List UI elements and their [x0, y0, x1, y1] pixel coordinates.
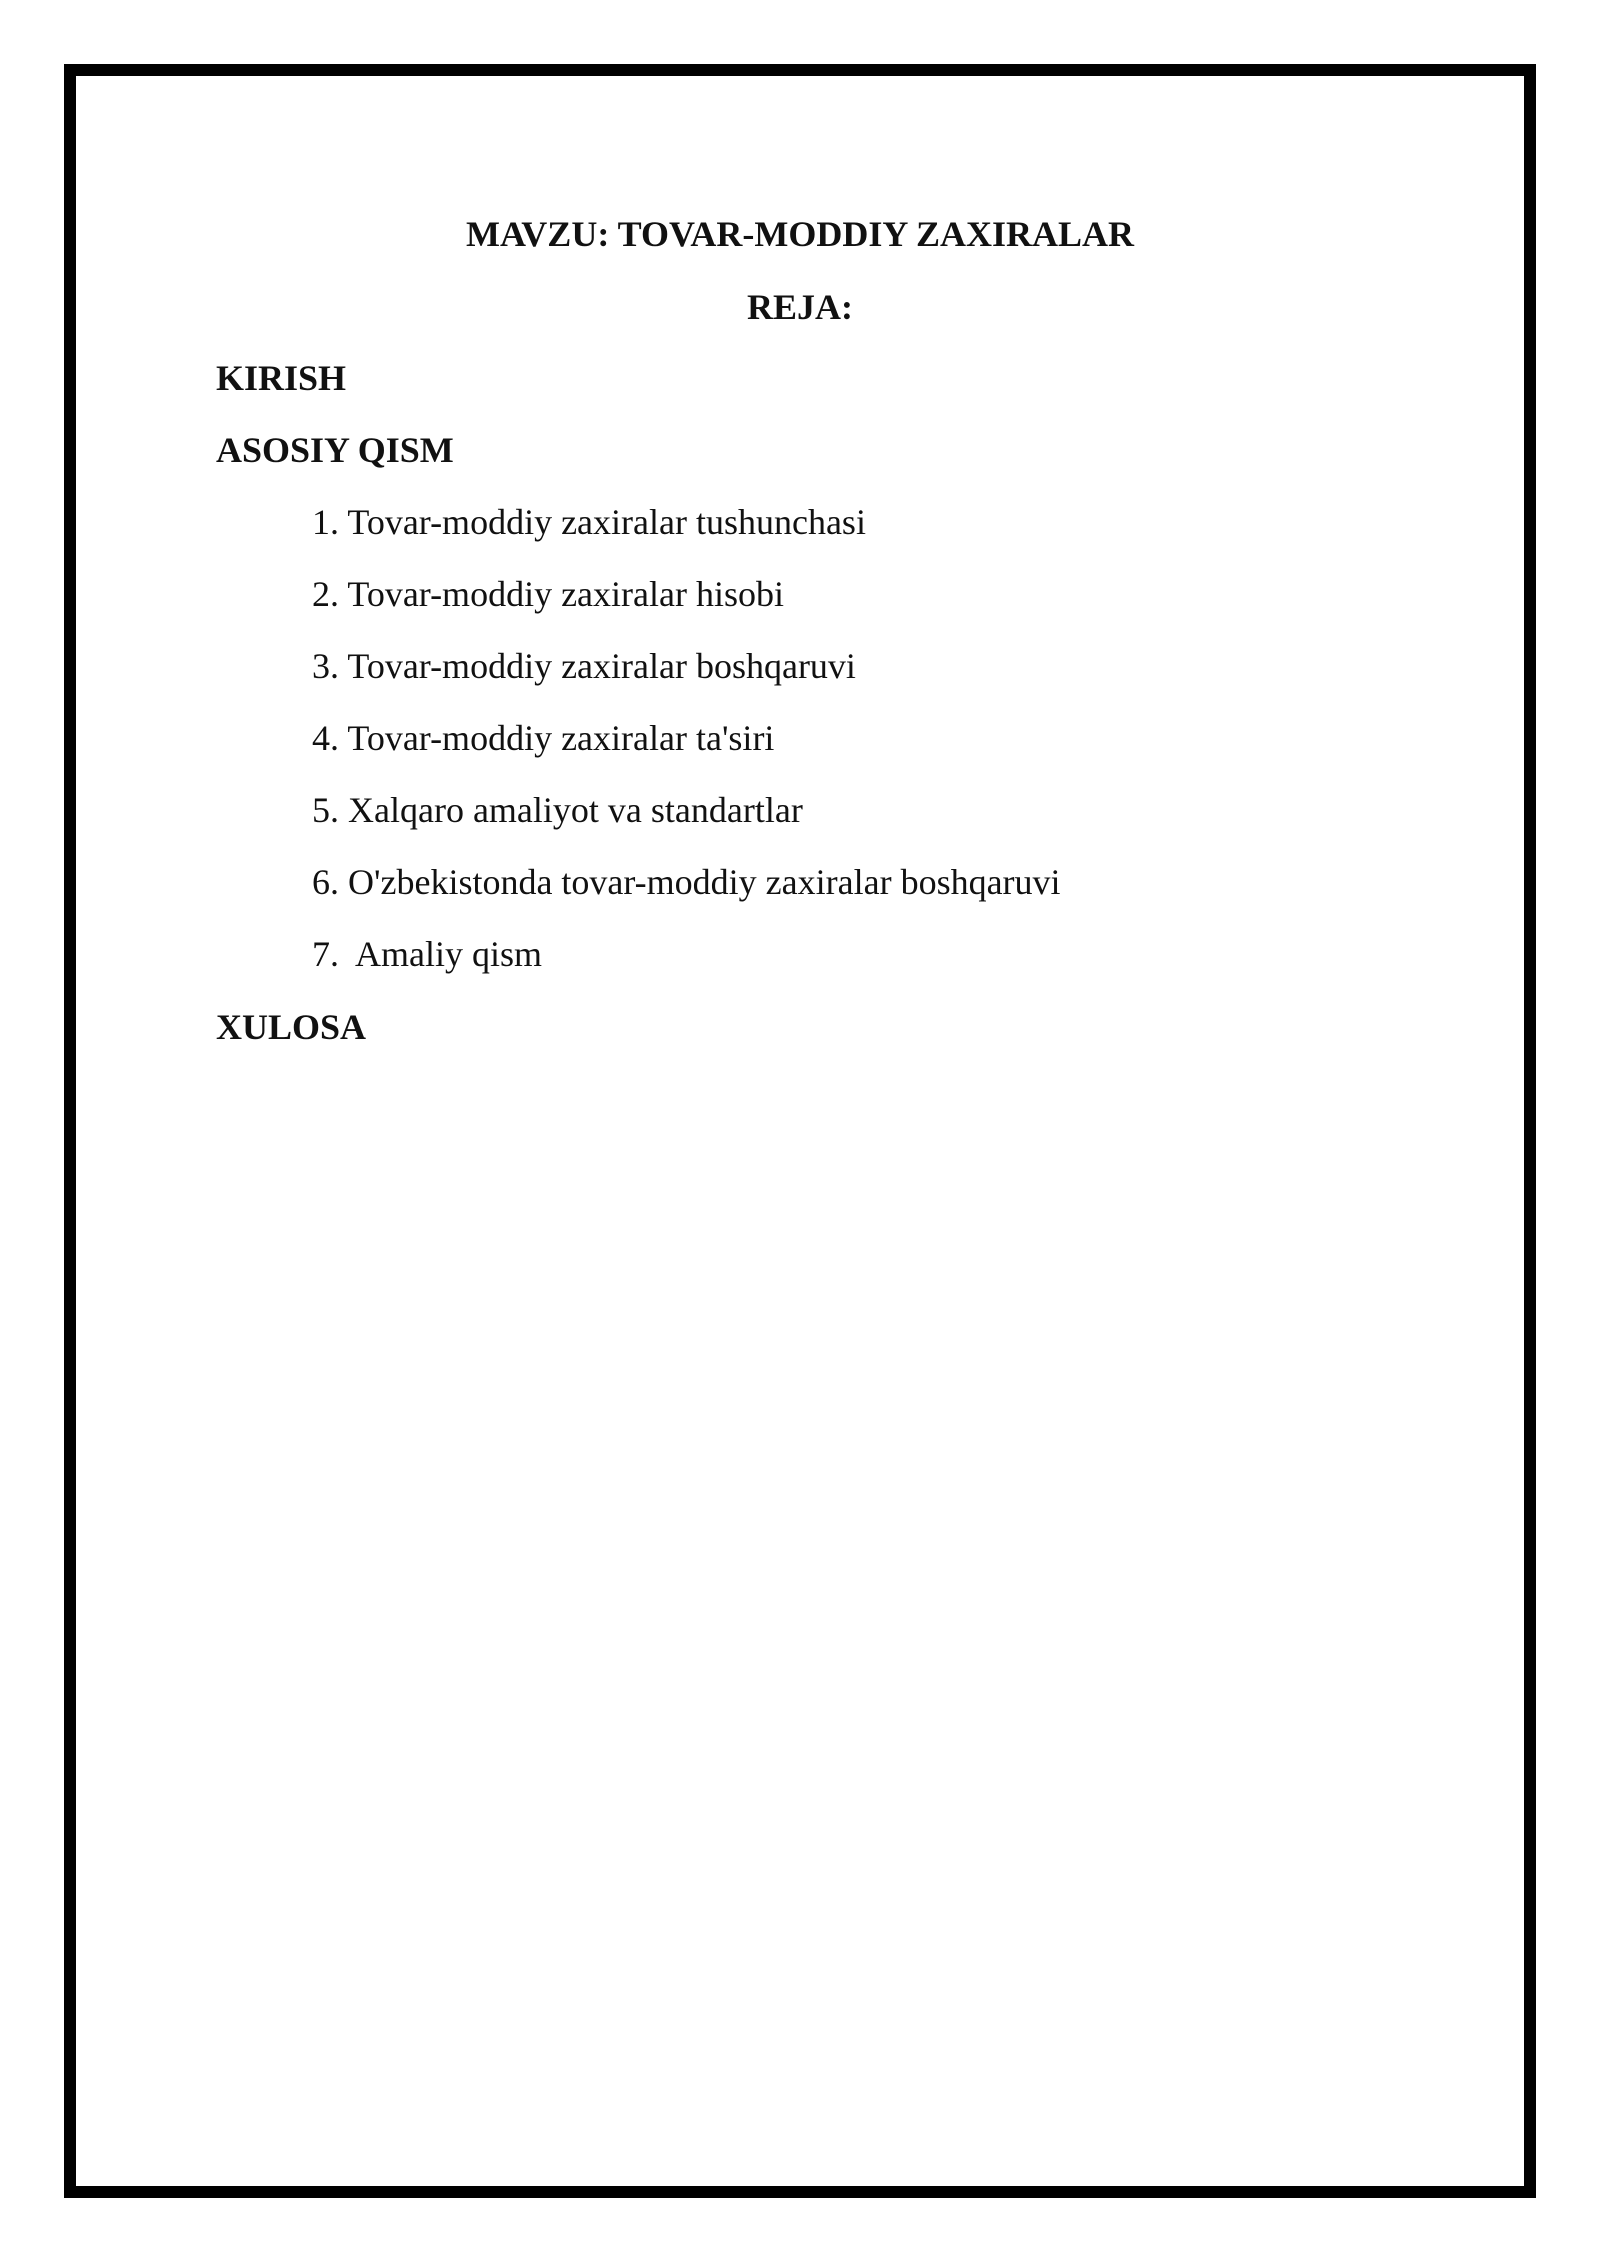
section-conclusion: XULOSA: [216, 1007, 367, 1047]
plan-heading: REJA:: [747, 287, 853, 327]
plan-item: 7. Amaliy qism: [312, 934, 543, 974]
plan-item: 6. O'zbekistonda tovar-moddiy zaxiralar boshqaruvi: [312, 862, 1061, 902]
plan-item: 3. Tovar-moddiy zaxiralar boshqaruvi: [312, 646, 856, 686]
document-title: MAVZU: TOVAR-MODDIY ZAXIRALAR: [465, 214, 1135, 254]
plan-item: 1. Tovar-moddiy zaxiralar tushunchasi: [312, 502, 866, 542]
plan-item: 2. Tovar-moddiy zaxiralar hisobi: [312, 574, 784, 614]
plan-item: 5. Xalqaro amaliyot va standartlar: [312, 790, 803, 830]
section-main: ASOSIY QISM: [216, 430, 454, 470]
plan-item: 4. Tovar-moddiy zaxiralar ta'siri: [312, 718, 775, 758]
plan-list: [312, 500, 1061, 1004]
section-intro: KIRISH: [216, 358, 347, 398]
page-border-frame: [64, 64, 1536, 2198]
